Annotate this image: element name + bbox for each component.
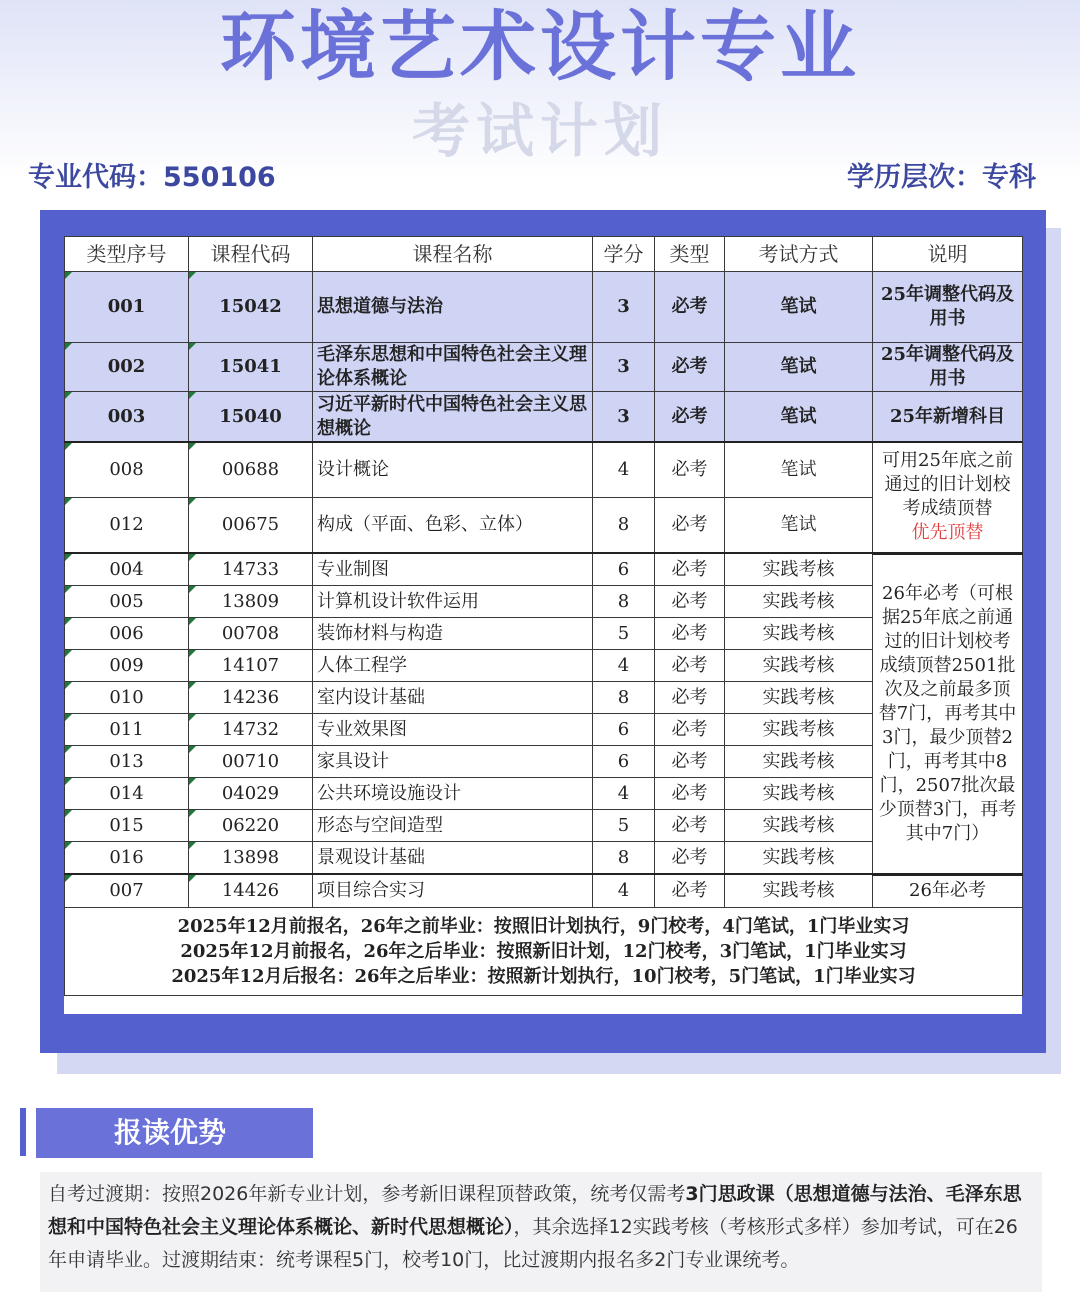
course-note-group: 26年必考（可根据25年底之前通过的旧计划校考成绩顶替2501批次及之前最多顶替7门，再考其中3门，最少顶替2门，再考其中8门，2507批次最少顶替3门，再考其中7门） (873, 553, 1023, 874)
course-type: 必考 (655, 682, 725, 714)
header-cell: 说明 (873, 237, 1023, 272)
course-credit: 8 (593, 682, 655, 714)
course-credit: 4 (593, 778, 655, 810)
course-code: 15042 (219, 296, 282, 317)
cell-marker (65, 443, 72, 450)
course-name: 室内设计基础 (313, 682, 593, 714)
course-name: 装饰材料与构造 (313, 618, 593, 650)
course-note: 26年必考 (873, 874, 1023, 907)
course-no: 013 (109, 750, 144, 772)
cell-marker (65, 810, 72, 817)
course-exam: 实践考核 (725, 874, 873, 907)
cell-marker (189, 618, 196, 625)
course-no: 009 (109, 654, 144, 676)
course-type: 必考 (655, 874, 725, 907)
course-name: 构成（平面、色彩、立体） (313, 498, 593, 554)
course-no: 016 (109, 846, 144, 868)
cell-marker (189, 714, 196, 721)
course-code: 13809 (221, 590, 280, 612)
header-cell: 考试方式 (725, 237, 873, 272)
course-exam: 实践考核 (725, 842, 873, 875)
course-type: 必考 (655, 272, 725, 343)
cell-marker (65, 586, 72, 593)
cell-marker (65, 714, 72, 721)
cell-marker (189, 875, 196, 882)
course-no: 002 (107, 356, 146, 377)
course-exam: 实践考核 (725, 618, 873, 650)
table-header-row (65, 237, 1023, 272)
table-footer-row (65, 907, 1023, 995)
cell-marker (65, 778, 72, 785)
course-name: 专业效果图 (313, 714, 593, 746)
course-code: 15041 (219, 356, 282, 377)
table-row (65, 874, 1023, 907)
course-exam: 实践考核 (725, 650, 873, 682)
cell-marker (189, 554, 196, 561)
course-type: 必考 (655, 778, 725, 810)
course-credit: 8 (593, 842, 655, 875)
course-type: 必考 (655, 553, 725, 586)
header-cell: 课程代码 (189, 237, 313, 272)
advantage-heading: 报读优势 (36, 1108, 313, 1158)
header-cell: 学分 (593, 237, 655, 272)
footer-line: 2025年12月前报名，26年之前毕业：按照旧计划执行，9门校考，4门笔试，1门毕业实习 (177, 915, 910, 937)
advantage-text-bold: 3门思政课（思想道德与法治、毛泽东思想和中国特色社会主义理论体系概论、新时代思想概论） (48, 1183, 1022, 1238)
course-credit: 8 (593, 498, 655, 554)
cell-marker (189, 682, 196, 689)
cell-marker (189, 778, 196, 785)
course-exam: 实践考核 (725, 553, 873, 586)
course-name: 专业制图 (313, 553, 593, 586)
exam-plan-table (64, 236, 1022, 1014)
advantage-paragraph (40, 1172, 1042, 1292)
course-no: 015 (109, 814, 144, 836)
course-exam: 实践考核 (725, 746, 873, 778)
course-type: 必考 (655, 746, 725, 778)
course-exam: 实践考核 (725, 586, 873, 618)
course-no: 014 (109, 782, 144, 804)
cell-marker (65, 650, 72, 657)
note-highlight: 优先顶替 (911, 522, 984, 544)
table-row (65, 553, 1023, 586)
cell-marker (65, 746, 72, 753)
header-cell: 类型 (655, 237, 725, 272)
course-code: 14733 (221, 558, 280, 580)
table-row (65, 272, 1023, 343)
course-type: 必考 (655, 498, 725, 554)
course-type: 必考 (655, 810, 725, 842)
cell-marker (189, 586, 196, 593)
cell-marker (189, 272, 196, 279)
course-exam: 实践考核 (725, 682, 873, 714)
course-type: 必考 (655, 442, 725, 498)
cell-marker (65, 392, 72, 399)
course-code: 14426 (221, 879, 280, 901)
course-code: 15040 (219, 405, 282, 427)
course-type: 必考 (655, 650, 725, 682)
table-row (65, 392, 1023, 443)
course-credit: 6 (593, 746, 655, 778)
course-code: 13898 (221, 846, 280, 868)
course-code: 00710 (221, 750, 280, 772)
cell-marker (65, 842, 72, 849)
course-exam: 笔试 (725, 272, 873, 343)
course-no: 007 (109, 879, 144, 901)
course-type: 必考 (655, 714, 725, 746)
course-name: 思想道德与法治 (313, 272, 593, 343)
cell-marker (65, 343, 72, 350)
course-name: 毛泽东思想和中国特色社会主义理论体系概论 (313, 343, 593, 392)
course-code: 00688 (221, 459, 280, 480)
cell-marker (189, 842, 196, 849)
table-row (65, 343, 1023, 392)
course-note: 25年调整代码及用书 (873, 272, 1023, 343)
course-type: 必考 (655, 586, 725, 618)
course-exam: 笔试 (725, 442, 873, 498)
course-name: 设计概论 (313, 442, 593, 498)
note-text: 可用25年底之前通过的旧计划校考成绩顶替 (882, 450, 1013, 520)
course-note: 25年调整代码及用书 (873, 343, 1023, 392)
course-name: 公共环境设施设计 (313, 778, 593, 810)
course-code: 00675 (221, 514, 280, 535)
course-no: 005 (109, 590, 144, 612)
footer-line: 2025年12月后报名：26年之后毕业：按照新计划执行，10门校考，5门笔试，1门毕业实习 (171, 965, 916, 987)
cell-marker (189, 443, 196, 450)
course-exam: 笔试 (725, 343, 873, 392)
header-cell: 课程名称 (313, 237, 593, 272)
cell-marker (65, 875, 72, 882)
cell-marker (189, 343, 196, 350)
course-code: 06220 (221, 814, 280, 836)
course-credit: 8 (593, 586, 655, 618)
cell-marker (65, 272, 72, 279)
course-exam: 实践考核 (725, 810, 873, 842)
footer-notes (65, 907, 1023, 995)
course-no: 004 (109, 558, 144, 580)
footer-line: 2025年12月前报名，26年之后毕业：按照新旧计划，12门校考，3门笔试，1门毕业实习 (180, 940, 907, 962)
course-credit: 4 (593, 442, 655, 498)
course-type: 必考 (655, 343, 725, 392)
cell-marker (65, 554, 72, 561)
course-note-group (873, 442, 1023, 553)
cell-marker (189, 746, 196, 753)
course-code: 14732 (221, 718, 280, 740)
cell-marker (65, 682, 72, 689)
course-name: 景观设计基础 (313, 842, 593, 875)
course-credit: 5 (593, 810, 655, 842)
course-credit: 5 (593, 618, 655, 650)
cell-marker (189, 650, 196, 657)
course-code: 14236 (221, 686, 280, 708)
course-exam: 实践考核 (725, 714, 873, 746)
course-no: 012 (109, 514, 144, 535)
course-exam: 笔试 (725, 392, 873, 443)
course-no: 006 (109, 622, 144, 644)
course-credit: 3 (593, 272, 655, 343)
course-type: 必考 (655, 842, 725, 875)
course-name: 形态与空间造型 (313, 810, 593, 842)
cell-marker (189, 498, 196, 505)
header-cell: 类型序号 (65, 237, 189, 272)
course-no: 011 (109, 718, 144, 740)
course-code: 00708 (221, 622, 280, 644)
course-credit: 6 (593, 553, 655, 586)
course-exam: 实践考核 (725, 778, 873, 810)
course-exam: 笔试 (725, 498, 873, 554)
course-credit: 3 (593, 392, 655, 443)
course-name: 计算机设计软件运用 (313, 586, 593, 618)
course-note: 25年新增科目 (873, 392, 1023, 443)
major-code: 专业代码：550106 (28, 162, 276, 193)
course-name: 习近平新时代中国特色社会主义思想概论 (313, 392, 593, 443)
course-no: 010 (109, 686, 144, 708)
course-credit: 4 (593, 874, 655, 907)
cell-marker (65, 498, 72, 505)
course-no: 003 (107, 405, 146, 427)
page-subtitle: 考试计划 (411, 97, 668, 165)
course-name: 项目综合实习 (313, 874, 593, 907)
course-type: 必考 (655, 618, 725, 650)
course-code: 14107 (221, 654, 280, 676)
page-title: 环境艺术设计专业 (220, 2, 860, 91)
course-type: 必考 (655, 392, 725, 443)
course-code: 04029 (221, 782, 280, 804)
advantage-text-part: 自考过渡期：按照2026年新专业计划，参考新旧课程顶替政策，统考仅需考 (48, 1183, 686, 1205)
section-accent-bar (20, 1108, 26, 1156)
course-name: 人体工程学 (313, 650, 593, 682)
course-no: 008 (109, 459, 144, 480)
course-credit: 6 (593, 714, 655, 746)
course-name: 家具设计 (313, 746, 593, 778)
cell-marker (65, 618, 72, 625)
cell-marker (189, 810, 196, 817)
cell-marker (189, 392, 196, 399)
advantage-text-part: ，其余选择12实践考核（考核形式多样）参加考试，可在26年申请毕业。过渡期结束：统考课程5门，校考10门，比过渡期内报名多2门专业课统考。 (48, 1216, 1018, 1271)
course-credit: 3 (593, 343, 655, 392)
course-no: 001 (107, 296, 146, 317)
course-credit: 4 (593, 650, 655, 682)
education-level: 学历层次：专科 (847, 162, 1036, 193)
table-row (65, 442, 1023, 498)
